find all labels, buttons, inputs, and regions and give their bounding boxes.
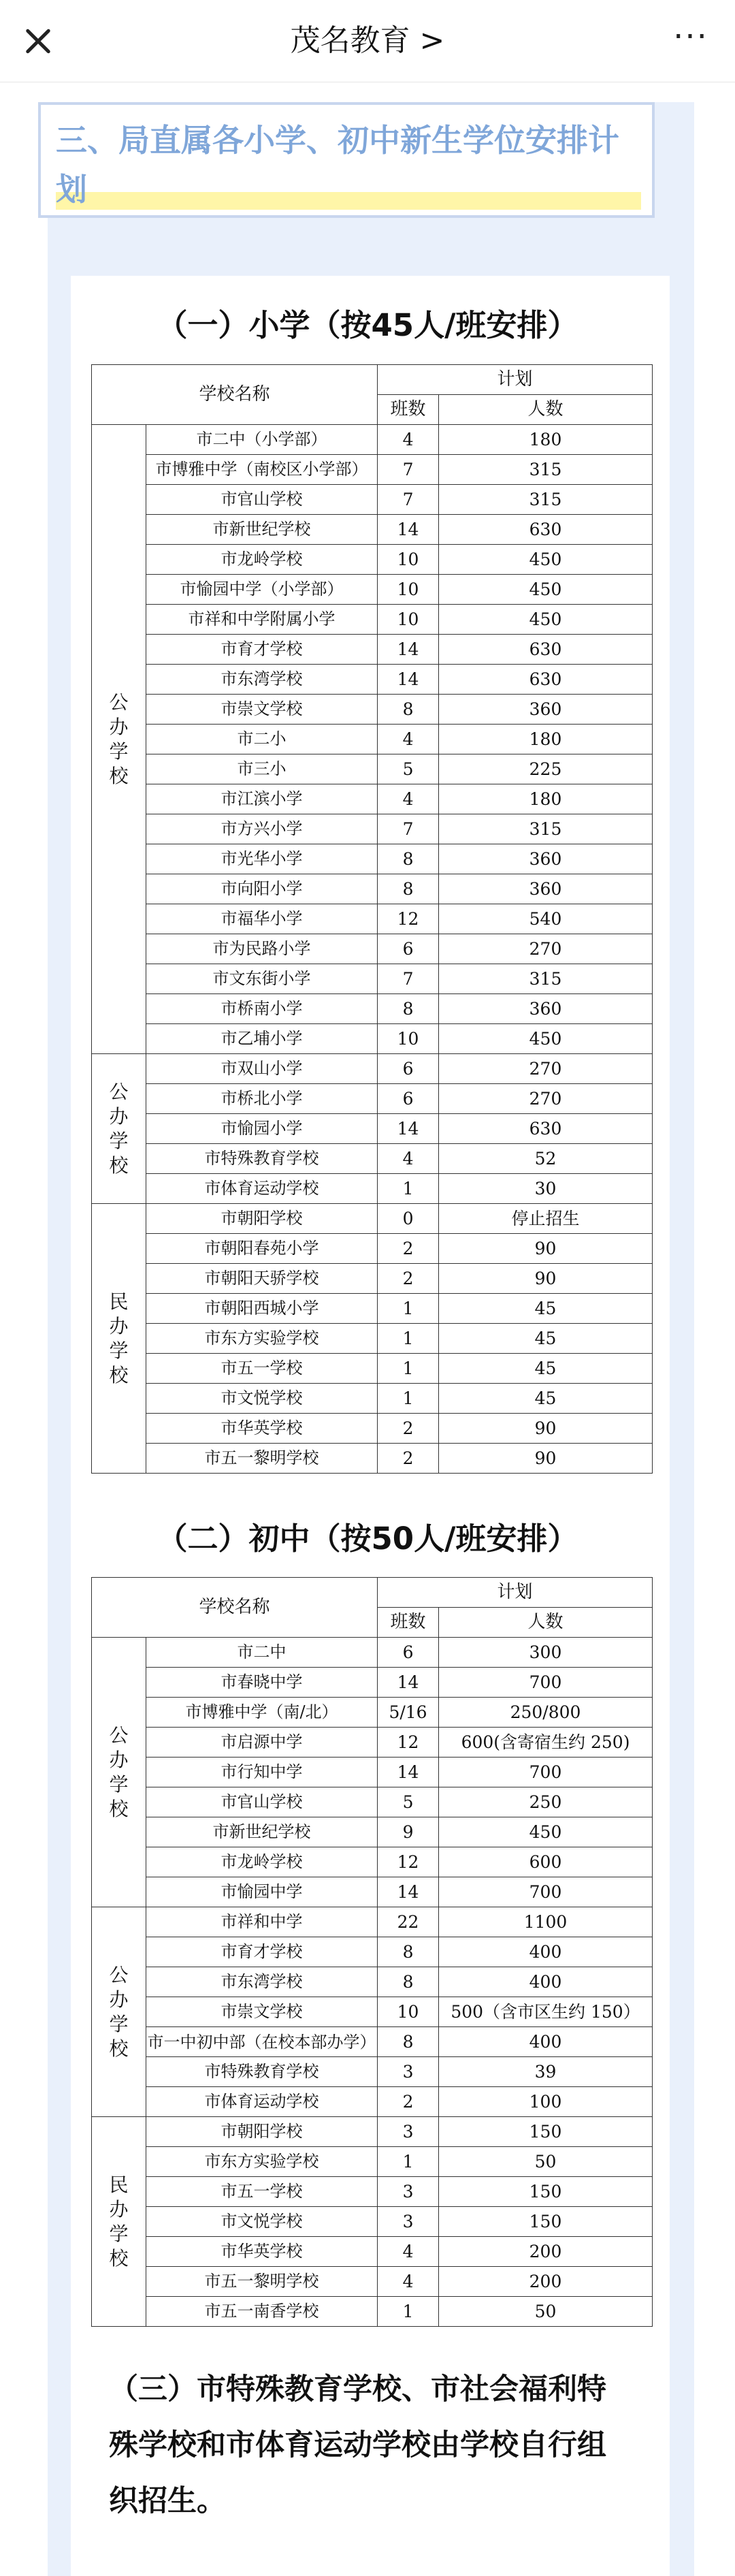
cell-name: 市文悦学校 — [146, 2207, 378, 2237]
cell-people: 500（含市区生约 150） — [439, 1997, 653, 2027]
cell-name: 市二中 — [146, 1638, 378, 1668]
col-header-school-name: 学校名称 — [92, 1578, 378, 1638]
cell-name: 市愉园小学 — [146, 1114, 378, 1144]
cell-name: 市祥和中学附属小学 — [146, 605, 378, 635]
junior-section-title: （二）初中（按50人/班安排） — [157, 1521, 578, 1557]
table-row — [92, 1144, 653, 1174]
cell-classes: 2 — [378, 1234, 439, 1264]
cell-people: 50 — [439, 2297, 653, 2327]
cell-classes: 6 — [378, 1638, 439, 1668]
cell-name: 市育才学校 — [146, 1937, 378, 1967]
cell-people: 225 — [439, 754, 653, 784]
cell-people: 450 — [439, 605, 653, 635]
cell-classes: 2 — [378, 1444, 439, 1474]
cell-people: 315 — [439, 814, 653, 844]
cell-people: 270 — [439, 1084, 653, 1114]
table-row — [92, 1997, 653, 2027]
cell-people: 700 — [439, 1877, 653, 1907]
cell-classes: 6 — [378, 1084, 439, 1114]
cell-classes: 1 — [378, 2297, 439, 2327]
table-row — [92, 545, 653, 575]
cell-people: 45 — [439, 1294, 653, 1324]
cell-name: 市为民路小学 — [146, 934, 378, 964]
table-row — [92, 1877, 653, 1907]
cell-name: 市博雅中学（南校区小学部） — [146, 455, 378, 485]
cell-classes: 2 — [378, 2087, 439, 2117]
cell-classes: 1 — [378, 1354, 439, 1384]
cell-people: 90 — [439, 1414, 653, 1444]
cell-name: 市东湾学校 — [146, 665, 378, 695]
cell-name: 市文东街小学 — [146, 964, 378, 994]
cell-classes: 1 — [378, 1324, 439, 1354]
col-header-plan: 计划 — [378, 1578, 653, 1608]
table-row — [92, 814, 653, 844]
cell-name: 市华英学校 — [146, 1414, 378, 1444]
cell-name: 市崇文学校 — [146, 695, 378, 725]
school-category-cell: 公办学校 — [92, 1907, 146, 2117]
table-row — [92, 844, 653, 874]
cell-people: 45 — [439, 1384, 653, 1414]
cell-classes: 4 — [378, 2267, 439, 2297]
cell-classes: 7 — [378, 964, 439, 994]
cell-people: 450 — [439, 1817, 653, 1847]
section-heading: 三、局直属各小学、初中新生学位安排计划 — [56, 122, 619, 208]
cell-name: 市光华小学 — [146, 844, 378, 874]
cell-name: 市五一南香学校 — [146, 2297, 378, 2327]
cell-classes: 4 — [378, 2237, 439, 2267]
cell-people: 90 — [439, 1444, 653, 1474]
table-row — [92, 1054, 653, 1084]
table-row — [92, 1967, 653, 1997]
cell-name: 市一中初中部（在校本部办学） — [146, 2027, 378, 2057]
cell-people: 200 — [439, 2237, 653, 2267]
cell-classes: 2 — [378, 1414, 439, 1444]
table-row — [92, 2207, 653, 2237]
cell-name: 市东方实验学校 — [146, 1324, 378, 1354]
cell-people: 39 — [439, 2057, 653, 2087]
table-row — [92, 2177, 653, 2207]
cell-classes: 12 — [378, 904, 439, 934]
cell-classes: 10 — [378, 605, 439, 635]
table-row — [92, 1384, 653, 1414]
table-row — [92, 1204, 653, 1234]
cell-classes: 3 — [378, 2057, 439, 2087]
cell-people: 300 — [439, 1638, 653, 1668]
cell-name: 市乙埔小学 — [146, 1024, 378, 1054]
cell-people: 50 — [439, 2147, 653, 2177]
table-row — [92, 575, 653, 605]
col-header-classes: 班数 — [378, 395, 439, 425]
cell-name: 市东方实验学校 — [146, 2147, 378, 2177]
table-row — [92, 1024, 653, 1054]
school-category-cell: 公办学校 — [92, 1054, 146, 1204]
cell-people: 360 — [439, 695, 653, 725]
cell-people: 90 — [439, 1234, 653, 1264]
cell-classes: 1 — [378, 1294, 439, 1324]
cell-people: 270 — [439, 1054, 653, 1084]
cell-name: 市朝阳学校 — [146, 1204, 378, 1234]
cell-classes: 9 — [378, 1817, 439, 1847]
cell-people: 600 — [439, 1847, 653, 1877]
cell-name: 市三小 — [146, 754, 378, 784]
cell-people: 400 — [439, 1937, 653, 1967]
table-row — [92, 665, 653, 695]
col-header-classes: 班数 — [378, 1608, 439, 1638]
table-row — [92, 1907, 653, 1937]
cell-people: 450 — [439, 545, 653, 575]
cell-people: 450 — [439, 575, 653, 605]
cell-name: 市方兴小学 — [146, 814, 378, 844]
cell-name: 市五一学校 — [146, 1354, 378, 1384]
primary-section-title: （一）小学（按45人/班安排） — [157, 307, 578, 343]
cell-people: 45 — [439, 1354, 653, 1384]
table-row — [92, 754, 653, 784]
table-row — [92, 1234, 653, 1264]
cell-name: 市官山学校 — [146, 1787, 378, 1817]
table-row — [92, 1937, 653, 1967]
cell-name: 市祥和中学 — [146, 1907, 378, 1937]
table-row — [92, 994, 653, 1024]
table-row — [92, 1668, 653, 1698]
cell-name: 市双山小学 — [146, 1054, 378, 1084]
cell-classes: 0 — [378, 1204, 439, 1234]
cell-classes: 8 — [378, 1937, 439, 1967]
cell-classes: 4 — [378, 725, 439, 754]
cell-classes: 8 — [378, 695, 439, 725]
primary-school-table — [91, 364, 653, 1474]
cell-classes: 7 — [378, 455, 439, 485]
cell-people: 450 — [439, 1024, 653, 1054]
cell-name: 市华英学校 — [146, 2237, 378, 2267]
cell-people: 100 — [439, 2087, 653, 2117]
cell-name: 市福华小学 — [146, 904, 378, 934]
cell-name: 市桥南小学 — [146, 994, 378, 1024]
cell-name: 市五一学校 — [146, 2177, 378, 2207]
school-category-cell: 民办学校 — [92, 1204, 146, 1474]
cell-people: 250 — [439, 1787, 653, 1817]
cell-people: 270 — [439, 934, 653, 964]
table-row — [92, 1174, 653, 1204]
cell-people: 700 — [439, 1758, 653, 1787]
cell-classes: 1 — [378, 1384, 439, 1414]
cell-name: 市桥北小学 — [146, 1084, 378, 1114]
section-heading-box — [38, 102, 655, 218]
table-row — [92, 1324, 653, 1354]
table-row — [92, 1698, 653, 1728]
cell-name: 市朝阳天骄学校 — [146, 1264, 378, 1294]
table-row — [92, 1787, 653, 1817]
cell-classes: 10 — [378, 1997, 439, 2027]
cell-name: 市育才学校 — [146, 635, 378, 665]
cell-people: 700 — [439, 1668, 653, 1698]
table-row — [92, 725, 653, 754]
cell-name: 市东湾学校 — [146, 1967, 378, 1997]
table-row — [92, 2027, 653, 2057]
cell-name: 市愉园中学 — [146, 1877, 378, 1907]
cell-classes: 22 — [378, 1907, 439, 1937]
table-row — [92, 874, 653, 904]
table-row — [92, 515, 653, 545]
table-row — [92, 485, 653, 515]
school-category-cell: 民办学校 — [92, 2117, 146, 2327]
cell-name: 市新世纪学校 — [146, 1817, 378, 1847]
table-row — [92, 2297, 653, 2327]
cell-name: 市文悦学校 — [146, 1384, 378, 1414]
cell-name: 市朝阳春苑小学 — [146, 1234, 378, 1264]
cell-people: 630 — [439, 515, 653, 545]
cell-classes: 10 — [378, 545, 439, 575]
cell-name: 市春晓中学 — [146, 1668, 378, 1698]
table-row — [92, 1444, 653, 1474]
table-row — [92, 455, 653, 485]
cell-classes: 8 — [378, 874, 439, 904]
cell-classes: 3 — [378, 2207, 439, 2237]
cell-people: 200 — [439, 2267, 653, 2297]
cell-people: 630 — [439, 665, 653, 695]
cell-people: 315 — [439, 455, 653, 485]
cell-classes: 1 — [378, 1174, 439, 1204]
cell-classes: 2 — [378, 1264, 439, 1294]
cell-classes: 6 — [378, 1054, 439, 1084]
cell-name: 市博雅中学（南/北） — [146, 1698, 378, 1728]
special-schools-note: （三）市特殊教育学校、市社会福利特殊学校和市体育运动学校由学校自行组织招生。 — [109, 2372, 606, 2518]
cell-name: 市二中（小学部） — [146, 425, 378, 455]
cell-classes: 14 — [378, 1758, 439, 1787]
table-row — [92, 1114, 653, 1144]
table-row — [92, 1294, 653, 1324]
cell-people: 150 — [439, 2207, 653, 2237]
table-row — [92, 1728, 653, 1758]
cell-name: 市新世纪学校 — [146, 515, 378, 545]
cell-classes: 5/16 — [378, 1698, 439, 1728]
table-row — [92, 904, 653, 934]
cell-classes: 8 — [378, 2027, 439, 2057]
table-row — [92, 425, 653, 455]
table-row — [92, 1084, 653, 1114]
cell-people: 停止招生 — [439, 1204, 653, 1234]
cell-people: 360 — [439, 994, 653, 1024]
table-row — [92, 635, 653, 665]
cell-classes: 14 — [378, 515, 439, 545]
cell-people: 150 — [439, 2117, 653, 2147]
top-bar — [0, 0, 735, 82]
cell-classes: 8 — [378, 994, 439, 1024]
cell-people: 30 — [439, 1174, 653, 1204]
cell-people: 52 — [439, 1144, 653, 1174]
cell-people: 180 — [439, 725, 653, 754]
cell-classes: 7 — [378, 485, 439, 515]
cell-classes: 10 — [378, 1024, 439, 1054]
table-row — [92, 2147, 653, 2177]
cell-people: 360 — [439, 844, 653, 874]
school-category-cell: 公办学校 — [92, 1638, 146, 1907]
cell-classes: 12 — [378, 1728, 439, 1758]
school-category-cell: 公办学校 — [92, 425, 146, 1054]
col-header-people: 人数 — [439, 1608, 653, 1638]
junior-school-table — [91, 1577, 653, 2327]
cell-name: 市龙岭学校 — [146, 545, 378, 575]
cell-name: 市行知中学 — [146, 1758, 378, 1787]
table-row — [92, 2267, 653, 2297]
cell-classes: 8 — [378, 1967, 439, 1997]
cell-classes: 14 — [378, 1877, 439, 1907]
cell-people: 600(含寄宿生约 250) — [439, 1728, 653, 1758]
cell-classes: 5 — [378, 754, 439, 784]
cell-classes: 5 — [378, 1787, 439, 1817]
cell-people: 180 — [439, 784, 653, 814]
cell-classes: 12 — [378, 1847, 439, 1877]
cell-name: 市官山学校 — [146, 485, 378, 515]
cell-name: 市朝阳西城小学 — [146, 1294, 378, 1324]
cell-people: 45 — [439, 1324, 653, 1354]
cell-name: 市特殊教育学校 — [146, 2057, 378, 2087]
cell-name: 市龙岭学校 — [146, 1847, 378, 1877]
cell-classes: 7 — [378, 814, 439, 844]
cell-people: 90 — [439, 1264, 653, 1294]
table-row — [92, 784, 653, 814]
table-row — [92, 1414, 653, 1444]
cell-people: 315 — [439, 964, 653, 994]
cell-people: 180 — [439, 425, 653, 455]
cell-classes: 8 — [378, 844, 439, 874]
cell-people: 630 — [439, 1114, 653, 1144]
table-row — [92, 695, 653, 725]
table-row — [92, 2057, 653, 2087]
table-row — [92, 2087, 653, 2117]
cell-name: 市愉园中学（小学部） — [146, 575, 378, 605]
cell-name: 市江滨小学 — [146, 784, 378, 814]
cell-people: 400 — [439, 2027, 653, 2057]
cell-name: 市体育运动学校 — [146, 2087, 378, 2117]
table-row — [92, 2237, 653, 2267]
cell-name: 市朝阳学校 — [146, 2117, 378, 2147]
table-row — [92, 1354, 653, 1384]
cell-people: 315 — [439, 485, 653, 515]
cell-people: 150 — [439, 2177, 653, 2207]
cell-classes: 10 — [378, 575, 439, 605]
col-header-people: 人数 — [439, 395, 653, 425]
cell-people: 540 — [439, 904, 653, 934]
cell-classes: 14 — [378, 635, 439, 665]
table-row — [92, 1817, 653, 1847]
cell-classes: 14 — [378, 665, 439, 695]
table-row — [92, 605, 653, 635]
cell-classes: 4 — [378, 1144, 439, 1174]
cell-name: 市向阳小学 — [146, 874, 378, 904]
cell-name: 市特殊教育学校 — [146, 1144, 378, 1174]
cell-classes: 4 — [378, 784, 439, 814]
table-row — [92, 1758, 653, 1787]
cell-people: 400 — [439, 1967, 653, 1997]
table-row — [92, 934, 653, 964]
table-row — [92, 964, 653, 994]
cell-name: 市二小 — [146, 725, 378, 754]
table-row — [92, 1847, 653, 1877]
cell-classes: 14 — [378, 1114, 439, 1144]
cell-people: 250/800 — [439, 1698, 653, 1728]
table-row — [92, 2117, 653, 2147]
cell-people: 630 — [439, 635, 653, 665]
cell-name: 市崇文学校 — [146, 1997, 378, 2027]
cell-classes: 3 — [378, 2177, 439, 2207]
cell-people: 1100 — [439, 1907, 653, 1937]
cell-name: 市体育运动学校 — [146, 1174, 378, 1204]
cell-classes: 1 — [378, 2147, 439, 2177]
table-row — [92, 1638, 653, 1668]
col-header-plan: 计划 — [378, 365, 653, 395]
cell-name: 市五一黎明学校 — [146, 2267, 378, 2297]
table-row — [92, 1264, 653, 1294]
cell-classes: 3 — [378, 2117, 439, 2147]
more-options-icon[interactable]: ··· — [673, 18, 708, 56]
cell-name: 市启源中学 — [146, 1728, 378, 1758]
account-title[interactable]: 茂名教育 > — [290, 23, 445, 58]
col-header-school-name: 学校名称 — [92, 365, 378, 425]
cell-classes: 6 — [378, 934, 439, 964]
cell-name: 市五一黎明学校 — [146, 1444, 378, 1474]
cell-classes: 14 — [378, 1668, 439, 1698]
cell-people: 360 — [439, 874, 653, 904]
cell-classes: 4 — [378, 425, 439, 455]
